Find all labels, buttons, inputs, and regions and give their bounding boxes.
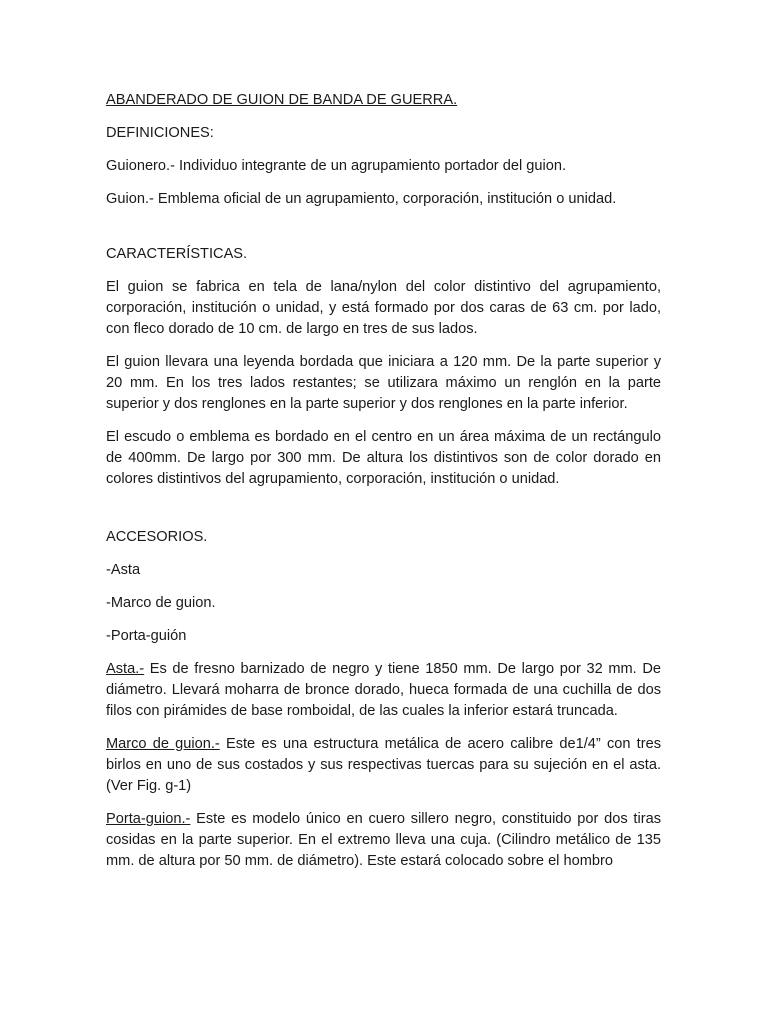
definition-guion: Guion.- Emblema oficial de un agrupamiento, corporación, institución o unidad. [106,191,617,207]
characteristics-paragraph: El escudo o emblema es bordado en el centro en un área máxima de un rectángulo de 400mm. De largo por 300 mm. De altura los distintivos son de color dorado en colores distintivos del agrupamiento, corporación, institución o unidad. [106,429,661,487]
accessory-detail-marco [106,734,661,797]
definition-guionero: Guionero.- Individuo integrante de un agrupamiento portador del guion. [106,158,567,174]
characteristics-paragraph: El guion se fabrica en tela de lana/nylon del color distintivo del agrupamiento, corporación, institución o unidad, y está formado por dos caras de 63 cm. por lado, con fleco dorado de 10 cm. de largo en tres de sus lados. [106,279,661,337]
accessory-list-item: -Marco de guion. [106,595,216,611]
accessory-description: Este es modelo único en cuero sillero negro, constituido por dos tiras cosidas en la parte superior. En el extremo lleva una cuja. (Cilindro metálico de 135 mm. de altura por 50 mm. de diámetro). Este estará colocado sobre el hombro [106,811,661,869]
accessory-term: Porta-guion.- [106,811,191,827]
characteristics-heading: CARACTERÍSTICAS. [106,246,248,262]
accessory-description: Este es una estructura metálica de acero calibre de1/4” con tres birlos en uno de sus costados y sus respectivas tuercas para su sujeción en el asta. (Ver Fig. g-1) [106,736,661,794]
accessory-term: Asta.- [106,661,145,677]
document-title: ABANDERADO DE GUION DE BANDA DE GUERRA. [106,92,458,108]
characteristics-paragraph: El guion llevara una leyenda bordada que iniciara a 120 mm. De la parte superior y 20 mm. En los tres lados restantes; se utilizara máximo un renglón en la parte superior y dos renglones en la parte superior y dos renglones en la parte inferior. [106,354,661,412]
accessory-list-item: -Asta [106,562,141,578]
accessory-description: Es de fresno barnizado de negro y tiene 1850 mm. De largo por 32 mm. De diámetro. Llevará moharra de bronce dorado, hueca formada de una cuchilla de dos filos con pirámides de base romboidal, de las cuales la inferior estará truncada. [106,661,661,719]
definitions-heading: DEFINICIONES: [106,125,214,141]
accessory-detail-asta [106,659,661,722]
accessory-detail-porta-guion [106,809,661,872]
accessory-term: Marco de guion.- [106,736,220,752]
document-page [106,90,661,884]
accessory-list-item: -Porta-guión [106,628,187,644]
accessories-heading: ACCESORIOS. [106,529,208,545]
